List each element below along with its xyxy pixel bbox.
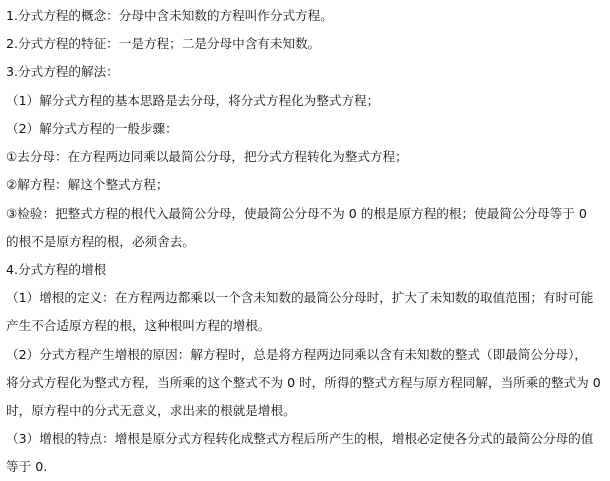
line-feature: 2.分式方程的特征：一是方程；二是分母中含有未知数。: [6, 36, 321, 51]
line-characteristic: （3）增根的特点：增根是原分式方程转化成整式方程后所产生的根，增根必定使各分式的最简公分母的值: [6, 431, 594, 446]
line-step-1: ①去分母：在方程两边同乘以最简公分母，把分式方程转化为整式方程；: [6, 149, 408, 164]
line-definition: （1）增根的定义：在方程两边都乘以一个含未知数的最简公分母时，扩大了未知数的取值范围；有时可能: [6, 290, 594, 305]
line-concept: 1.分式方程的概念：分母中含未知数的方程叫作分式方程。: [6, 8, 333, 23]
line-method-idea: （1）解分式方程的基本思路是去分母，将分式方程化为整式方程；: [6, 93, 380, 108]
line-extraneous-heading: 4.分式方程的增根: [6, 262, 107, 277]
line-reason: （2）分式方程产生增根的原因：解方程时，总是将方程两边同乘以含有未知数的整式（即最简公分母），: [6, 347, 588, 362]
line-step-3: ③检验：把整式方程的根代入最简公分母，使最简公分母不为 0 的根是原方程的根；使最简公分母等于 0: [6, 206, 587, 221]
line-definition-cont: 产生不合适原方程的根，这种根叫方程的增根。: [6, 318, 271, 333]
line-characteristic-cont: 等于 0.: [6, 459, 48, 474]
line-reason-cont-2: 时，原方程中的分式无意义，求出来的根就是增根。: [6, 403, 296, 418]
line-method-heading: 3.分式方程的解法：: [6, 64, 119, 79]
line-method-steps: （2）解分式方程的一般步骤：: [6, 121, 178, 136]
line-step-3-cont: 的根不是原方程的根，必须舍去。: [6, 234, 195, 249]
line-reason-cont-1: 将分式方程化为整式方程，当所乘的这个整式不为 0 时，所得的整式方程与原方程同解，当所乘的整式为 0: [6, 375, 601, 390]
line-step-2: ②解方程：解这个整式方程；: [6, 177, 169, 192]
